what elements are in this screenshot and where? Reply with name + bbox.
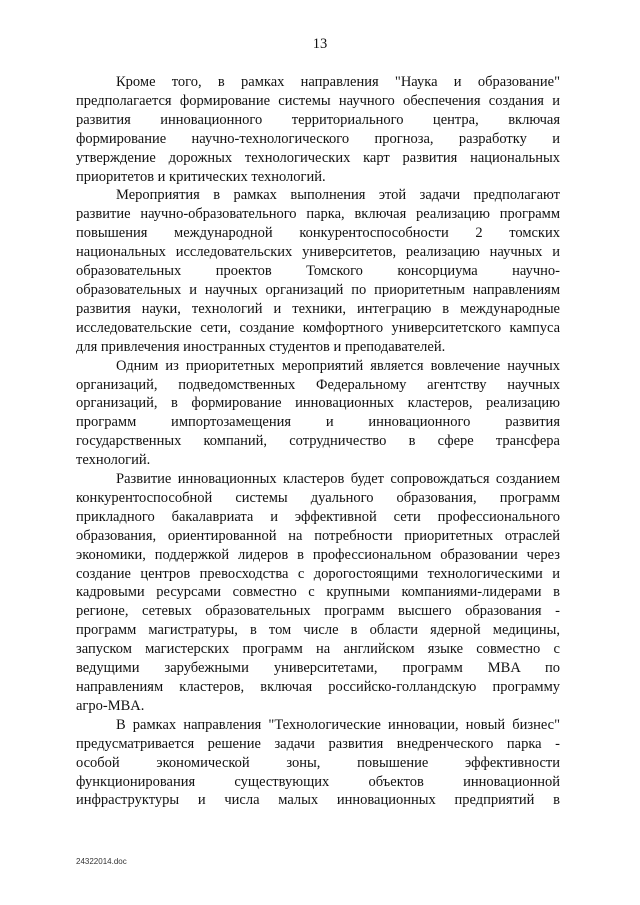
text-line: конкурентоспособной системы дуального образования, программ bbox=[76, 489, 560, 506]
text-line: национальных исследовательских университетов, реализацию научных и bbox=[76, 244, 560, 261]
text-line: В рамках направления "Технологические инновации, новый бизнес" bbox=[116, 716, 560, 733]
text-line: образования, ориентированной на потребности приоритетных отраслей bbox=[76, 527, 560, 544]
text-line: развитие научно-образовательного парка, включая реализацию программ bbox=[76, 206, 560, 223]
text-line: для привлечения иностранных студентов и преподавателей. bbox=[76, 338, 446, 355]
text-line: Развитие инновационных кластеров будет сопровождаться созданием bbox=[116, 471, 560, 488]
text-line: приоритетов и критических технологий. bbox=[76, 168, 326, 185]
text-line: регионе, сетевых образовательных программ высшего образования - bbox=[76, 603, 560, 620]
text-line: утверждение дорожных технологических карт развития национальных bbox=[76, 149, 560, 166]
text-line: экономики, поддержкой лидеров в профессиональном образовании через bbox=[76, 546, 560, 563]
text-line: программ магистратуры, в том числе в области ядерной медицины, bbox=[76, 622, 560, 639]
text-line: агро-MBA. bbox=[76, 697, 145, 714]
text-line: Мероприятия в рамках выполнения этой задачи предполагают bbox=[116, 187, 560, 204]
text-line: программ импортозамещения и инновационного развития bbox=[76, 414, 560, 431]
text-line: кадровыми ресурсами совместно с крупными компаниями-лидерами в bbox=[76, 584, 560, 601]
text-line: особой экономической зоны, повышение эффективности bbox=[76, 754, 560, 771]
text-line: ведущими зарубежными университетами, программ MBA по bbox=[76, 660, 560, 677]
paragraph-clusters bbox=[76, 470, 560, 716]
paragraph-measures bbox=[76, 186, 560, 356]
paragraph-priority-measures bbox=[76, 357, 560, 470]
text-line: технологий. bbox=[76, 452, 151, 469]
text-line: Кроме того, в рамках направления "Наука и образование" bbox=[116, 74, 560, 90]
text-line: повышения международной конкурентоспособности 2 томских bbox=[76, 225, 560, 242]
text-line: функционирования существующих объектов инновационной bbox=[76, 773, 560, 790]
paragraph-tech-innovation bbox=[76, 716, 560, 811]
text-line: образовательных и научных организаций по приоритетным направлениям bbox=[76, 281, 560, 298]
text-line: организаций, в формирование инновационных кластеров, реализацию bbox=[76, 395, 560, 412]
paragraph-science-education bbox=[76, 73, 560, 186]
text-line: прикладного бакалавриата и эффективной сети профессионального bbox=[76, 508, 560, 525]
text-line: направлениям кластеров, включая российско-голландскую программу bbox=[76, 679, 560, 695]
text-line: инфраструктуры и числа малых инновационных предприятий в bbox=[76, 792, 560, 809]
text-line: исследовательские сети, создание комфортного университетского кампуса bbox=[76, 319, 560, 336]
text-line: развития науки, технологий и техники, интеграцию в международные bbox=[76, 300, 560, 317]
text-line: образовательных проектов Томского консорциума научно- bbox=[76, 263, 560, 280]
text-line: создание центров превосходства с дорогостоящими технологическими и bbox=[76, 565, 560, 582]
page-number: 13 bbox=[312, 36, 328, 52]
document-filename: 24322014.doc bbox=[76, 857, 127, 866]
text-line: Одним из приоритетных мероприятий является вовлечение научных bbox=[116, 357, 560, 374]
text-line: государственных компаний, сотрудничество в сфере трансфера bbox=[76, 433, 560, 450]
document-body bbox=[76, 73, 560, 810]
text-line: организаций, подведомственных Федеральному агентству научных bbox=[76, 376, 560, 393]
text-line: запуском магистерских программ на английском языке совместно с bbox=[76, 641, 560, 658]
text-line: развития инновационного территориального центра, включая bbox=[76, 111, 560, 128]
text-line: предполагается формирование системы научного обеспечения создания и bbox=[76, 92, 560, 109]
text-line: формирование научно-технологического прогноза, разработку и bbox=[76, 130, 560, 147]
text-line: предусматривается решение задачи развития внедренческого парка - bbox=[76, 735, 560, 752]
